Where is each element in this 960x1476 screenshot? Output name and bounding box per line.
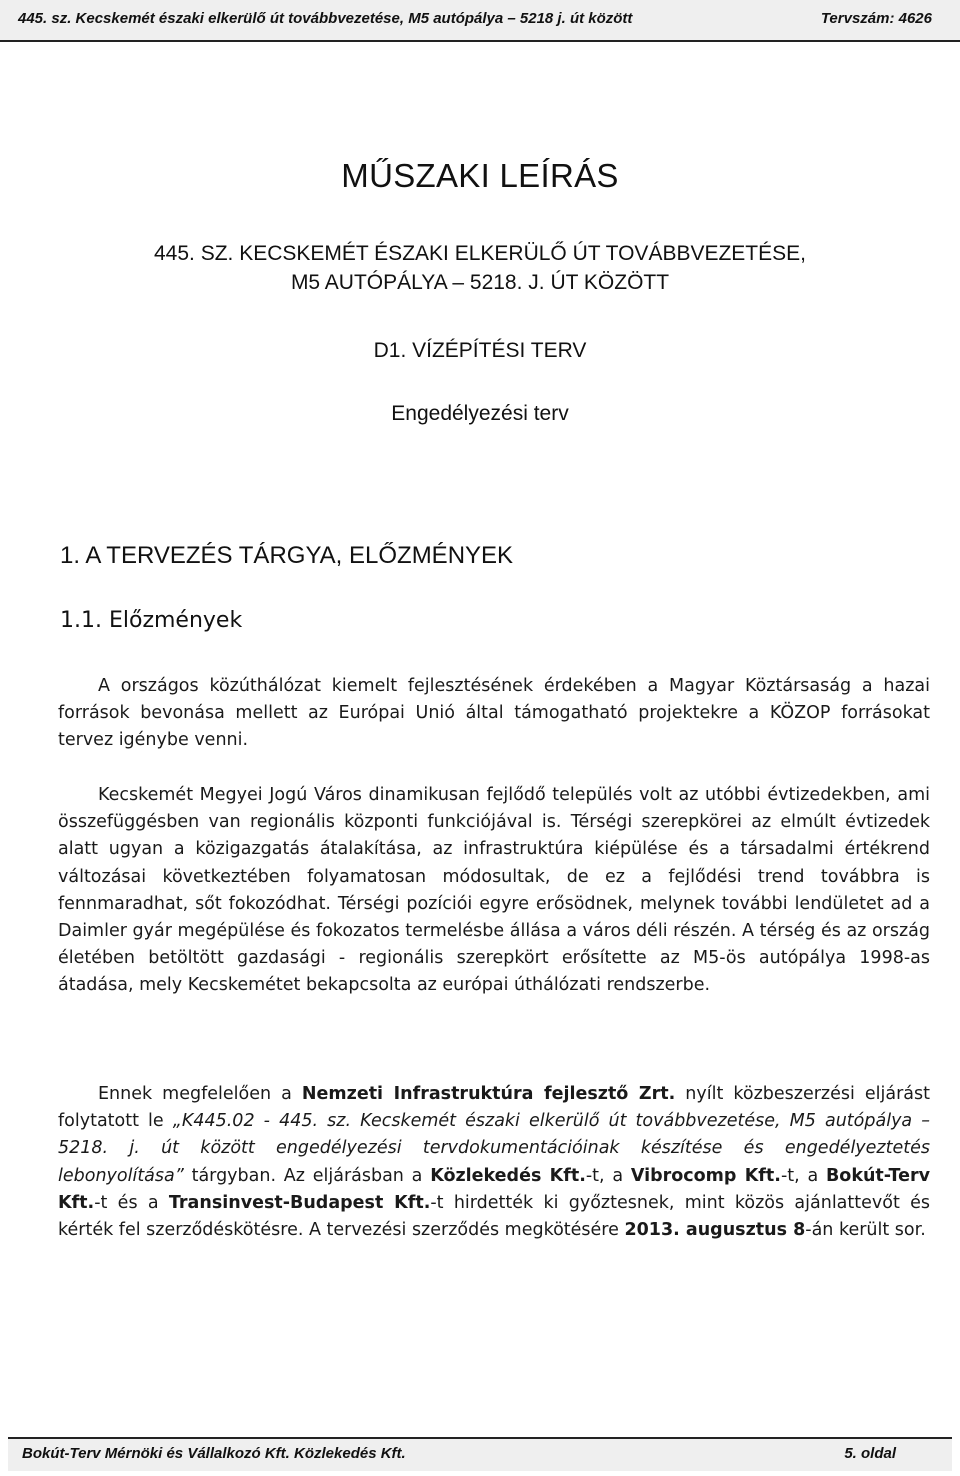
p3-company-bokut: Bokút-Terv Kft.: [58, 1165, 931, 1213]
project-title-line-2: M5 AUTÓPÁLYA – 5218. J. ÚT KÖZÖTT: [290, 271, 670, 294]
plan-name: D1. VÍZÉPÍTÉSI TERV: [373, 339, 587, 362]
project-title-line-1: 445. SZ. KECSKEMÉT ÉSZAKI ELKERÜLŐ ÚT TOVÁBBVEZETÉSE,: [153, 242, 806, 265]
p3-text-6: -t és a: [94, 1192, 169, 1213]
p3-text-5: -t, a: [780, 1165, 826, 1186]
p3-text-4: -t, a: [585, 1165, 631, 1186]
header-plan-number: Tervszám: 4626: [820, 10, 932, 27]
p3-text-8: -án került sor.: [805, 1220, 926, 1241]
paragraph-2: Kecskemét Megyei Jogú Város dinamikusan fejlődő település volt az utóbbi évtizedekben, ami összefüggésben van regionális központi funkciójával is. Térségi szerepkörei az elmúlt évtizedek alatt ugyan a közigazgatás átalakítása, az infrastruktúra kiépülése és a társadalmi értékrend változásai következtében folyamatosan módosultak, de ez a fejlődési trend továbbra is fennmaradhat, sőt fokozódhat. Térségi pozíciói egyre erősödnek, melynek további lendületet ad a Daimler gyár megépülése és fokozatos termelésbe állása a város déli részén. A térség és az ország életében betöltött gazdasági - regionális szerepkört erősítette az M5-ös autópálya 1998-as átadása, mely Kecskemétet bekapcsolta az európai úthálózati rendszerbe.: [58, 785, 930, 996]
section-heading: 1. A TERVEZÉS TÁRGYA, ELŐZMÉNYEK: [60, 542, 514, 569]
p3-text-3: tárgyban. Az eljárásban a: [183, 1165, 431, 1186]
subsection-heading: 1.1. Előzmények: [60, 608, 243, 633]
paragraph-1: A országos közúthálózat kiemelt fejlesztésének érdekében a Magyar Köztársaság a hazai források bevonása mellett az Európai Unió által támogatható projektekre a KÖZOP forrásokat tervez igénybe venni.: [58, 676, 930, 751]
p3-company-nif: Nemzeti Infrastruktúra fejlesztő Zrt.: [301, 1084, 676, 1104]
p3-text-2: nyílt közbeszerzési eljárást folytatott le: [58, 1084, 930, 1132]
page-footer: [8, 1437, 952, 1471]
p3-company-transinvest: Transinvest-Budapest Kft.: [168, 1192, 431, 1213]
header-project-title: 445. sz. Kecskemét északi elkerülő út továbbvezetése, M5 autópálya – 5218 j. út között: [18, 10, 633, 27]
footer-page-number: 5. oldal: [844, 1445, 896, 1462]
document-title: MŰSZAKI LEÍRÁS: [341, 157, 619, 194]
p3-company-vibrocomp: Vibrocomp Kft.: [630, 1165, 781, 1186]
plan-type: Engedélyezési terv: [391, 402, 569, 425]
footer-companies: Bokút-Terv Mérnöki és Vállalkozó Kft. Közlekedés Kft.: [22, 1445, 406, 1462]
p3-text-7: -t hirdették ki győztesnek, mint közös ajánlattevőt és kérték fel szerződéskötésre. A tervezési szerződés megkötésére: [58, 1192, 930, 1241]
paragraph-3: [58, 1081, 930, 1244]
p3-contract-date: 2013. augusztus 8: [624, 1220, 806, 1241]
p3-text-1: Ennek megfelelően a: [98, 1084, 302, 1104]
p3-tender-title: „K445.02 - 445. sz. Kecskemét északi elkerülő út továbbvezetése, M5 autópálya – 5218. j. út között engedélyezési tervdokumentációinak készítése és engedélyeztetés lebonyolítása”: [58, 1111, 930, 1186]
p3-company-kozlekedes: Közlekedés Kft.: [430, 1165, 586, 1186]
page-header: [0, 0, 960, 42]
